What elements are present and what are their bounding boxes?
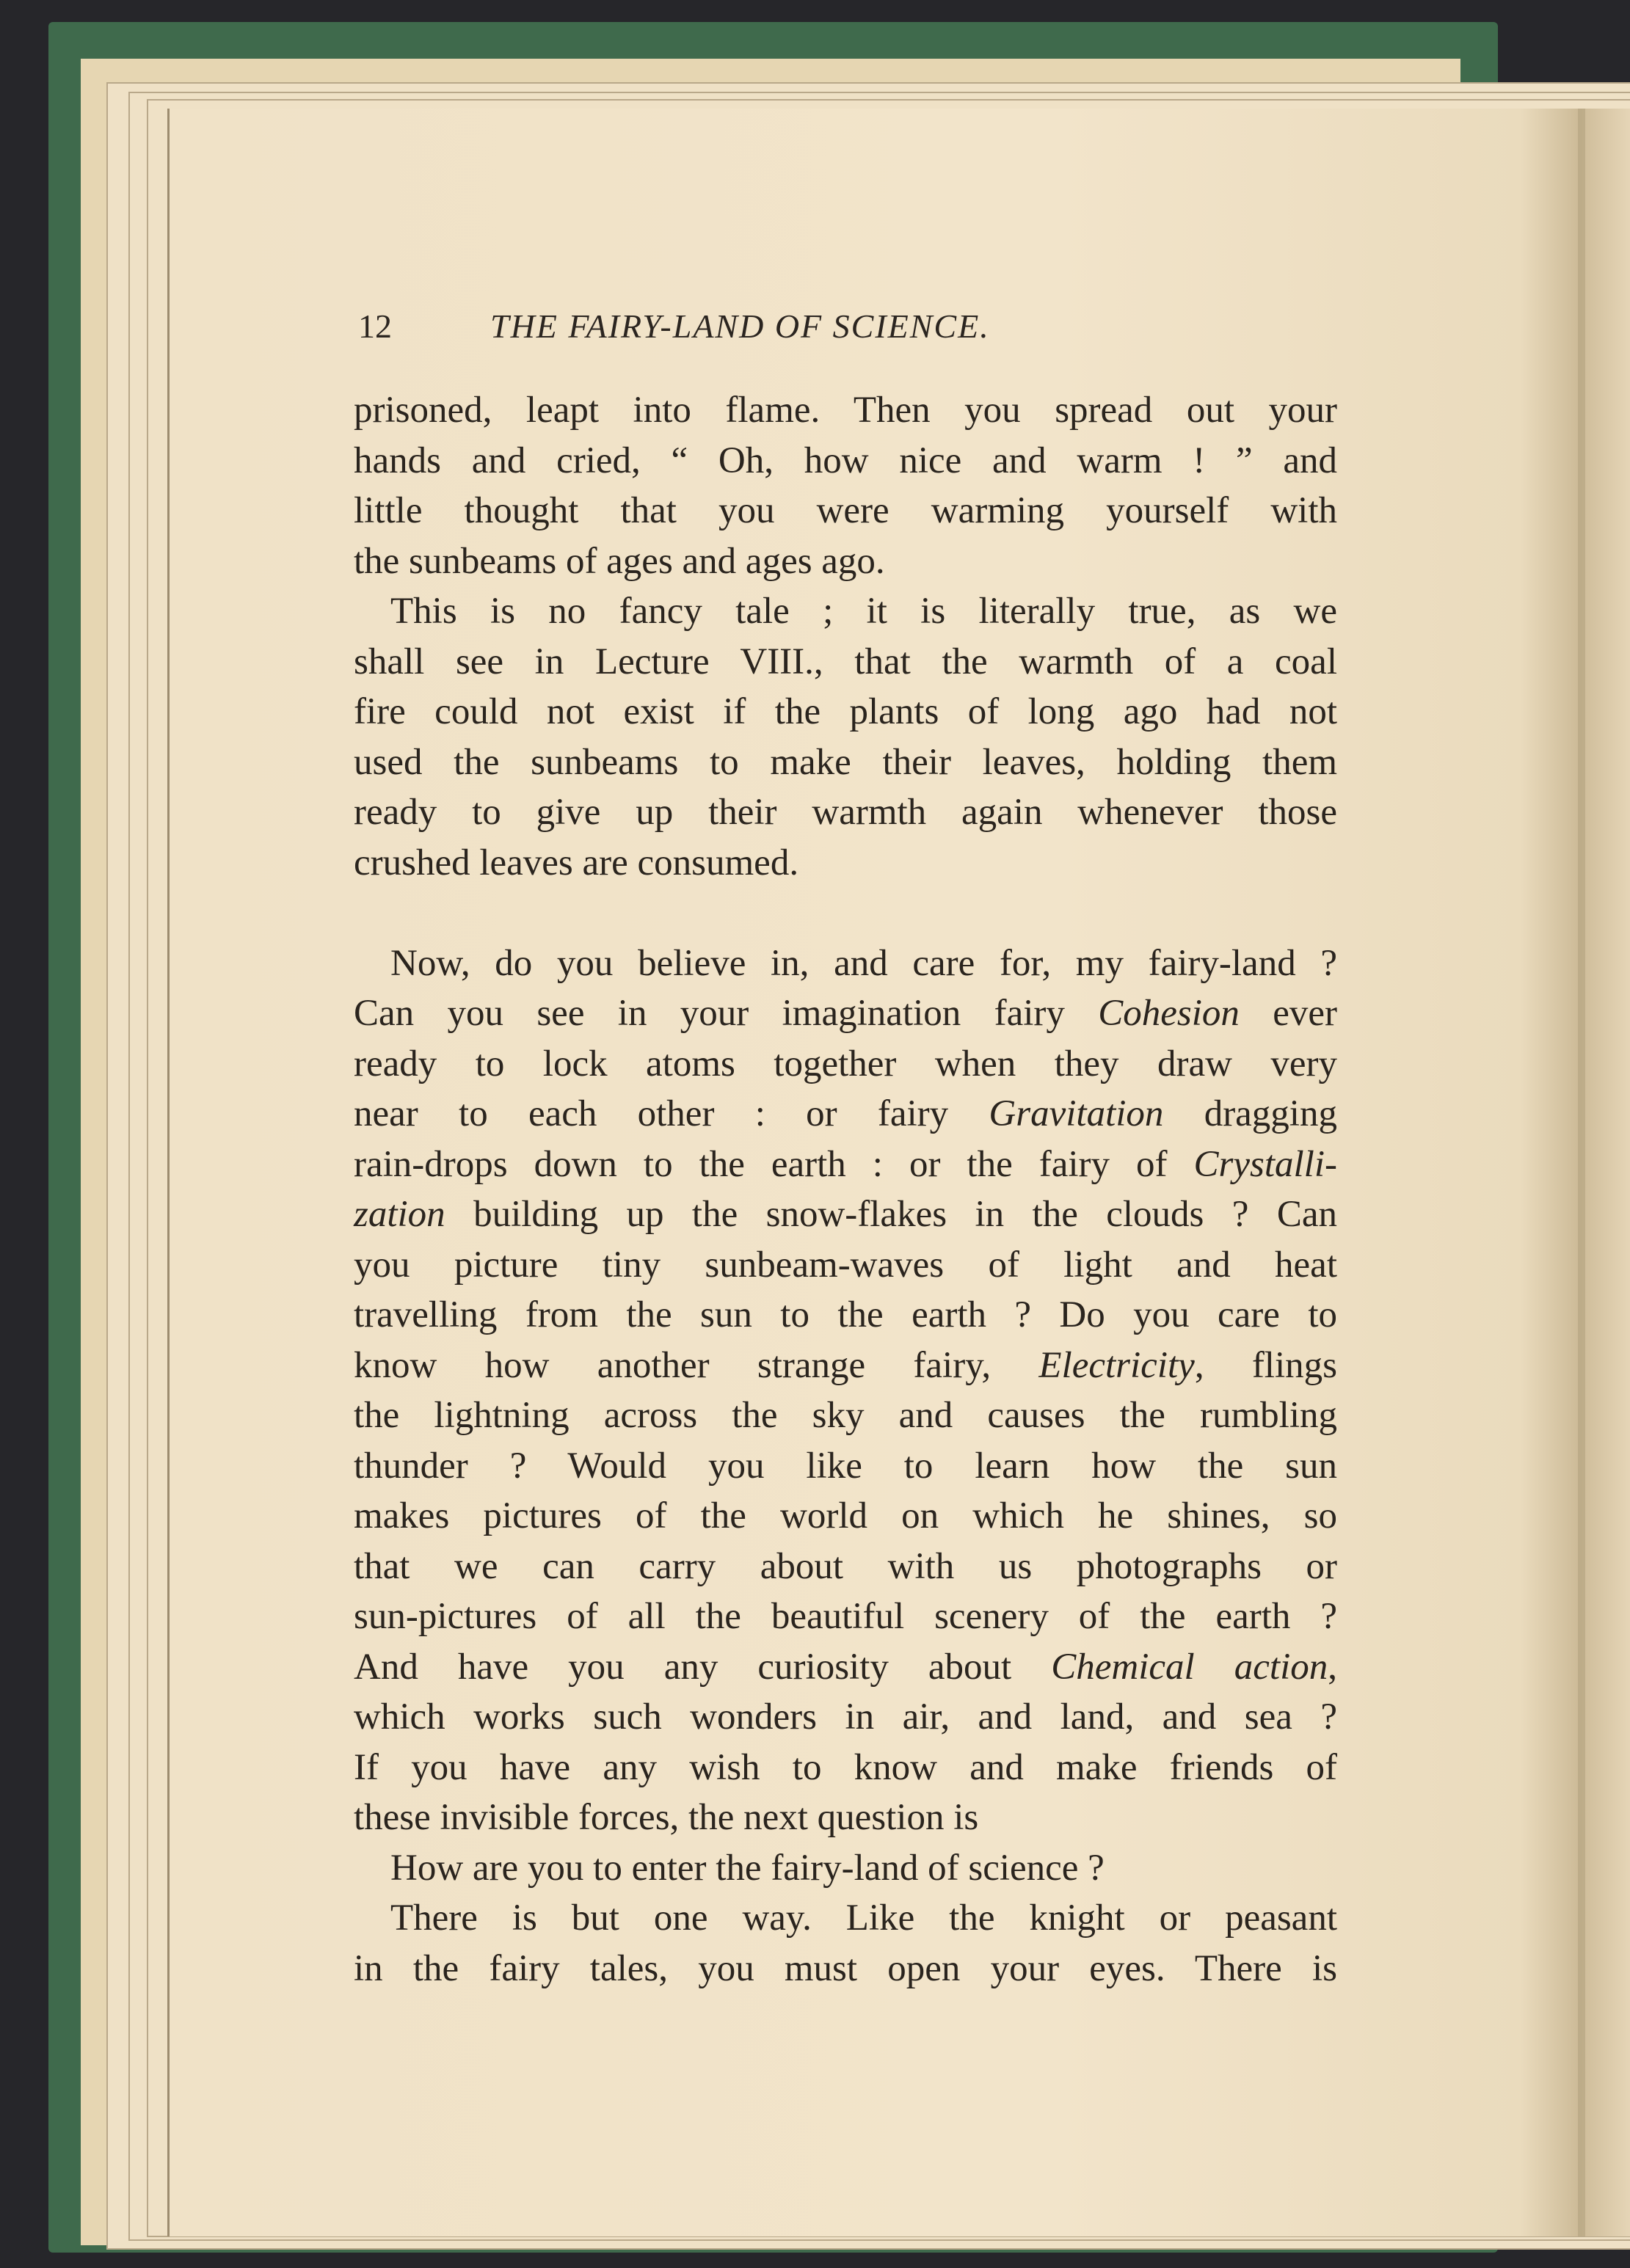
- text-segment: that we can carry about with us photographs or: [354, 1545, 1337, 1587]
- body-text: [354, 385, 1337, 1994]
- text-line: [354, 787, 1337, 838]
- text-segment: How are you to enter the fairy-land of science ?: [390, 1847, 1105, 1889]
- text-line: [354, 737, 1337, 788]
- text-segment: ever: [1239, 993, 1337, 1034]
- text-line: [354, 988, 1337, 1039]
- text-segment: near to each other : or fairy: [354, 1093, 989, 1134]
- text-segment: Can you see in your imagination fairy: [354, 993, 1099, 1034]
- text-segment: sun-pictures of all the beautiful scenery of the earth ?: [354, 1596, 1337, 1637]
- text-line: [354, 1642, 1337, 1693]
- text-segment: There is but one way. Like the knight or peasant: [390, 1897, 1337, 1939]
- italic-term: Electricity: [1038, 1344, 1195, 1386]
- text-line: [354, 1290, 1337, 1341]
- text-line: [354, 1341, 1337, 1391]
- text-line: [354, 1390, 1337, 1441]
- text-segment: hands and cried, “ Oh, how nice and warm ! ” and: [354, 440, 1337, 481]
- text-line: [354, 1542, 1337, 1592]
- text-line: [354, 1039, 1337, 1090]
- text-segment: ready to give up their warmth again whenever those: [354, 792, 1337, 833]
- text-line: [354, 1089, 1337, 1140]
- text-segment: the lightning across the sky and causes the rumbling: [354, 1395, 1337, 1436]
- text-line: [354, 938, 1337, 989]
- text-segment: fire could not exist if the plants of long ago had not: [354, 691, 1337, 732]
- text-segment: the sunbeams of ages and ages ago.: [354, 540, 885, 582]
- text-segment: If you have any wish to know and make friends of: [354, 1746, 1337, 1788]
- text-segment: building up the snow-flakes in the clouds ? Can: [445, 1194, 1337, 1235]
- italic-term: Gravitation: [989, 1093, 1164, 1134]
- text-segment: you picture tiny sunbeam-waves of light and heat: [354, 1244, 1337, 1286]
- running-title: THE FAIRY-LAND OF SCIENCE.: [490, 307, 990, 345]
- text-segment: used the sunbeams to make their leaves, holding them: [354, 741, 1337, 783]
- text-segment: And have you any curiosity about: [354, 1646, 1052, 1688]
- text-line: [354, 1140, 1337, 1190]
- text-line: [354, 687, 1337, 737]
- text-line: [354, 838, 1337, 889]
- text-line: [354, 536, 1337, 587]
- italic-term: zation: [354, 1194, 445, 1235]
- text-segment: Now, do you believe in, and care for, my fairy-land ?: [390, 942, 1337, 984]
- text-line: [354, 637, 1337, 688]
- text-line: [354, 436, 1337, 486]
- text-segment: thunder ? Would you like to learn how the sun: [354, 1445, 1337, 1487]
- text-segment: know how another strange fairy,: [354, 1344, 1039, 1386]
- italic-term: Chemical action: [1051, 1646, 1328, 1688]
- text-line: [354, 1944, 1337, 1994]
- text-segment: which works such wonders in air, and land, and sea ?: [354, 1696, 1337, 1738]
- italic-term: Crystalli-: [1193, 1143, 1337, 1185]
- text-segment: these invisible forces, the next question is: [354, 1797, 979, 1838]
- text-line: [354, 1793, 1337, 1843]
- text-segment: little thought that you were warming yourself with: [354, 490, 1337, 531]
- italic-term: Cohesion: [1098, 993, 1240, 1034]
- text-line: [354, 385, 1337, 436]
- text-line: [354, 586, 1337, 637]
- text-line: [354, 1491, 1337, 1542]
- text-segment: in the fairy tales, you must open your eyes. There is: [354, 1947, 1337, 1989]
- text-segment: travelling from the sun to the earth ? Do you care to: [354, 1294, 1337, 1335]
- text-segment: , flings: [1194, 1344, 1337, 1386]
- text-segment: dragging: [1163, 1093, 1337, 1134]
- page-gutter: [1578, 109, 1585, 2236]
- text-segment: This is no fancy tale ; it is literally true, as we: [390, 591, 1337, 632]
- text-line: [354, 1591, 1337, 1642]
- text-segment: makes pictures of the world on which he shines, so: [354, 1495, 1337, 1536]
- text-segment: prisoned, leapt into flame. Then you spread out your: [354, 390, 1337, 431]
- page-number: 12: [358, 307, 392, 345]
- text-line: [354, 486, 1337, 536]
- text-line: [354, 1843, 1337, 1894]
- text-segment: ready to lock atoms together when they draw very: [354, 1043, 1337, 1084]
- text-line: [354, 1441, 1337, 1492]
- text-line: [354, 1189, 1337, 1240]
- text-line: [354, 1692, 1337, 1743]
- text-segment: ,: [1328, 1646, 1337, 1688]
- paragraph-gap: [354, 888, 1337, 938]
- text-segment: rain-drops down to the earth : or the fairy of: [354, 1143, 1194, 1185]
- text-line: [354, 1240, 1337, 1291]
- text-line: [354, 1893, 1337, 1944]
- text-segment: crushed leaves are consumed.: [354, 842, 799, 883]
- text-segment: shall see in Lecture VIII., that the warmth of a coal: [354, 641, 1337, 682]
- page-header: [358, 307, 1342, 351]
- text-line: [354, 1743, 1337, 1793]
